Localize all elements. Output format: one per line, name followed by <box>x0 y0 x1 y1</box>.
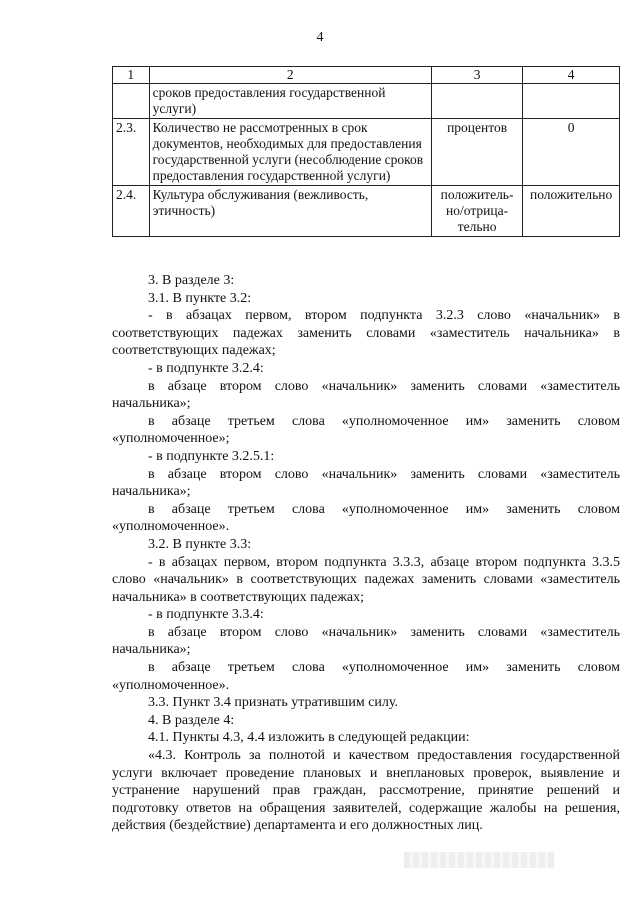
paragraph: - в подпункте 3.3.4: <box>148 607 264 623</box>
paragraph: в абзаце третьем слова «уполномоченное им» заменить словом «уполномоченное»; <box>112 413 620 447</box>
paragraph: 3.1. В пункте 3.2: <box>148 290 252 306</box>
unit-cell <box>431 84 522 119</box>
indicator-text: Количество не рассмотренных в срок документов, необходимых для предоставления государственной услуги (несоблюдение сроков предоставления государственной услуги) <box>149 119 431 186</box>
paragraph: - в абзацах первом, втором подпункта 3.2.3 слово «начальник» в соответствующих падежах заменить словами «заместитель начальника» в соответствующих падежах; <box>112 308 620 359</box>
paragraph: - в подпункте 3.2.5.1: <box>148 448 275 464</box>
row-number: 2.3. <box>113 119 150 186</box>
table-row <box>113 84 620 119</box>
value-cell: 0 <box>523 119 620 186</box>
paragraph: - в абзацах первом, втором подпункта 3.3.3, абзаце втором подпункта 3.3.5 слово «начальник» в соответствующих падежах заменить словами «заместитель начальника» в соответствующих падежах; <box>112 554 620 605</box>
document-body <box>112 272 620 835</box>
table-row <box>113 186 620 237</box>
unit-cell: положитель-но/отрица-тельно <box>431 186 522 237</box>
faint-stamp-mark <box>404 852 554 868</box>
paragraph: 4.1. Пункты 4.3, 4.4 изложить в следующей редакции: <box>148 730 470 746</box>
paragraph: в абзаце втором слово «начальник» заменить словами «заместитель начальника»; <box>112 624 620 658</box>
paragraph: 3. В разделе 3: <box>148 273 235 288</box>
value-cell: положительно <box>523 186 620 237</box>
table-header-cell: 4 <box>523 67 620 84</box>
row-number <box>113 84 150 119</box>
paragraph: в абзаце втором слово «начальник» заменить словами «заместитель начальника»; <box>112 466 620 500</box>
paragraph: 3.2. В пункте 3.3: <box>148 536 252 552</box>
paragraph: 3.3. Пункт 3.4 признать утратившим силу. <box>148 695 398 711</box>
paragraph: «4.3. Контроль за полнотой и качеством предоставления государственной услуги включает проведение плановых и внеплановых проверок, выявление и устранение нарушений прав граждан, рассмотрение, принятие решений и подготовку ответов на обращения заявителей, содержащие жалобы на решения, действия (бездействие) департамента и его должностных лиц. <box>112 748 620 834</box>
row-number: 2.4. <box>113 186 150 237</box>
paragraph: - в подпункте 3.2.4: <box>148 360 264 376</box>
indicator-text: сроков предоставления государственной услуги) <box>149 84 431 119</box>
table-header-cell: 2 <box>149 67 431 84</box>
table-header-row <box>113 67 620 84</box>
paragraph: в абзаце третьем слова «уполномоченное им» заменить словом «уполномоченное». <box>112 501 620 535</box>
table-header-cell: 3 <box>431 67 522 84</box>
indicators-table <box>112 66 620 237</box>
value-cell <box>523 84 620 119</box>
paragraph: в абзаце третьем слова «уполномоченное им» заменить словом «уполномоченное». <box>112 660 620 693</box>
table-header-cell: 1 <box>113 67 150 84</box>
indicator-text: Культура обслуживания (вежливость, этичность) <box>149 186 431 237</box>
page-number: 4 <box>316 30 324 45</box>
table-row <box>113 119 620 186</box>
paragraph: в абзаце втором слово «начальник» заменить словами «заместитель начальника»; <box>112 378 620 412</box>
paragraph: 4. В разделе 4: <box>148 712 235 728</box>
unit-cell: процентов <box>431 119 522 186</box>
